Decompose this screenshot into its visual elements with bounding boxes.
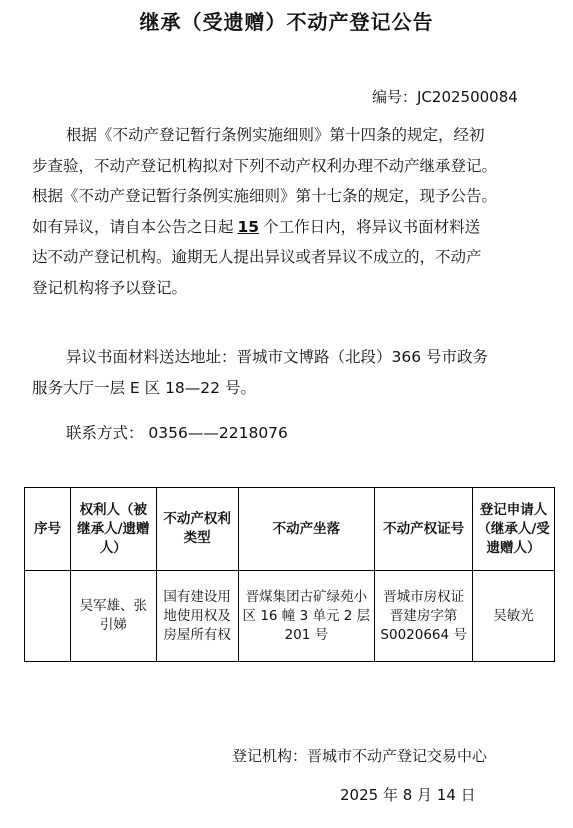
header-applicant: 登记申请人（继承人/受遗赠人） <box>473 488 555 571</box>
paragraph-1-line-6: 登记机构将予以登记。 <box>32 278 188 297</box>
header-seq: 序号 <box>25 488 71 571</box>
objection-days: 15 <box>237 217 260 236</box>
announcement-paragraph-1 <box>32 120 552 303</box>
paragraph-1-line-2: 步查验，不动产登记机构拟对下列不动产权利办理不动产继承登记。 <box>32 156 498 175</box>
property-records-table <box>24 487 555 662</box>
paragraph-1-line-4 <box>32 212 552 243</box>
document-number: 编号：JC202500084 <box>372 88 518 106</box>
contact-paragraph <box>32 418 552 449</box>
registration-organization: 登记机构：晋城市不动产登记交易中心 <box>232 747 488 765</box>
paragraph-1-line-1: 根据《不动产登记暂行条例实施细则》第十四条的规定，经初 <box>66 126 485 144</box>
header-right-holder: 权利人（被继承人/遗赠人） <box>70 488 156 571</box>
objection-period-prefix: 如有异议，请自本公告之日起 <box>32 217 234 236</box>
objection-address-paragraph <box>32 342 552 403</box>
announcement-date: 2025 年 8 月 14 日 <box>340 786 476 804</box>
contact-info: 联系方式： 0356——2218076 <box>66 424 288 442</box>
paragraph-1-line-5: 达不动产登记机构。逾期无人提出异议或者异议不成立的，不动产 <box>32 248 482 266</box>
objection-period-suffix: 个工作日内，将异议书面材料送 <box>263 217 481 236</box>
table-row <box>25 571 555 662</box>
cell-seq <box>25 571 71 662</box>
cell-certificate-no: 晋城市房权证晋建房字第 S0020664 号 <box>375 571 473 662</box>
table-header-row <box>25 488 555 571</box>
cell-right-type: 国有建设用地使用权及房屋所有权 <box>156 571 238 662</box>
address-line-2: 服务大厅一层 E 区 18—22 号。 <box>32 378 256 397</box>
header-location: 不动产坐落 <box>238 488 375 571</box>
header-right-type: 不动产权利类型 <box>156 488 238 571</box>
address-line-1: 异议书面材料送达地址：晋城市文博路（北段）366 号市政务 <box>66 348 489 366</box>
header-certificate-no: 不动产权证号 <box>375 488 473 571</box>
cell-right-holder: 吴军雄、张引娣 <box>70 571 156 662</box>
page-title: 继承（受遗赠）不动产登记公告 <box>139 10 434 34</box>
cell-location: 晋煤集团古矿绿苑小区 16 幢 3 单元 2 层 201 号 <box>238 571 375 662</box>
cell-applicant: 吴敏光 <box>473 571 555 662</box>
paragraph-1-line-3: 根据《不动产登记暂行条例实施细则》第十七条的规定，现予公告。 <box>32 187 498 205</box>
